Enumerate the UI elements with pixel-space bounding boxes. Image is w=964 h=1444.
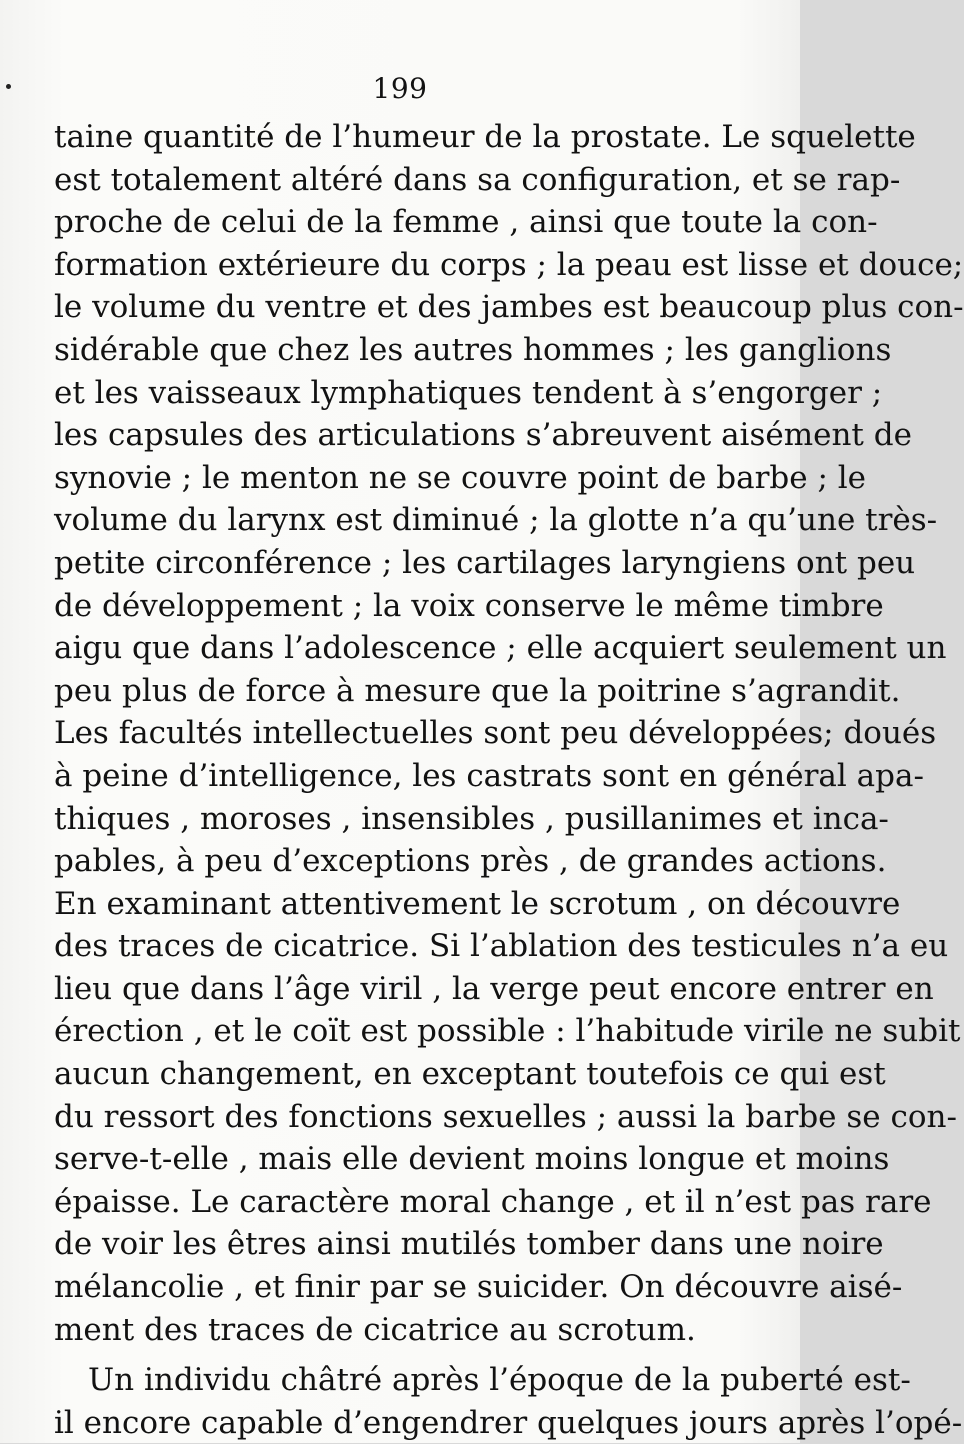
text-line: peu plus de force à mesure que la poitrine s’agrandit.	[54, 672, 901, 709]
text-line: petite circonférence ; les cartilages laryngiens ont peu	[54, 544, 916, 581]
text-line: lieu que dans l’âge viril , la verge peut encore entrer en	[54, 970, 934, 1007]
text-line: aigu que dans l’adolescence ; elle acquiert seulement un	[54, 630, 947, 667]
text-line: Un individu châtré après l’époque de la puberté est-	[88, 1362, 911, 1399]
text-line: serve-t-elle , mais elle devient moins longue et moins	[54, 1141, 890, 1178]
text-line: synovie ; le menton ne se couvre point de barbe ; le	[54, 459, 867, 496]
text-line: et les vaisseaux lymphatiques tendent à s’engorger ;	[54, 374, 883, 411]
text-line: En examinant attentivement le scrotum , on découvre	[54, 885, 901, 922]
text-line: mélancolie , et finir par se suicider. On découvre aisé-	[54, 1269, 903, 1306]
text-line: il encore capable d’engendrer quelques jours après l’opé-	[54, 1404, 963, 1441]
text-line: aucun changement, en exceptant toutefois ce qui est	[54, 1056, 886, 1093]
text-line: sidérable que chez les autres hommes ; les ganglions	[54, 331, 892, 368]
text-line: taine quantité de l’humeur de la prostate. Le squelette	[54, 119, 916, 155]
text-line: est totalement altéré dans sa configuration, et se rap-	[54, 161, 901, 198]
paragraph-gap	[54, 1351, 750, 1359]
text-line: pables, à peu d’exceptions près , de grandes actions.	[54, 843, 887, 880]
text-line: épaisse. Le caractère moral change , et il n’est pas rare	[54, 1183, 932, 1220]
text-line: le volume du ventre et des jambes est beaucoup plus con-	[54, 289, 964, 326]
text-line: les capsules des articulations s’abreuvent aisément de	[54, 417, 912, 454]
text-line: érection , et le coït est possible : l’habitude virile ne subit	[54, 1013, 961, 1050]
text-line: de développement ; la voix conserve le même timbre	[54, 587, 884, 624]
text-line: des traces de cicatrice. Si l’ablation des testicules n’a eu	[54, 928, 949, 965]
text-line: formation extérieure du corps ; la peau est lisse et douce;	[54, 246, 964, 283]
text-line: à peine d’intelligence, les castrats sont en général apa-	[54, 757, 924, 794]
text-line: volume du larynx est diminué ; la glotte n’a qu’une très-	[54, 502, 938, 539]
page-number: 199	[372, 72, 428, 105]
text-line: proche de celui de la femme , ainsi que toute la con-	[54, 204, 878, 241]
text-line: thiques , moroses , insensibles , pusillanimes et inca-	[54, 800, 889, 837]
text-line: Les facultés intellectuelles sont peu développées; doués	[54, 715, 937, 752]
text-line: ment des traces de cicatrice au scrotum.	[54, 1311, 696, 1348]
text-line: de voir les êtres ainsi mutilés tomber dans une noire	[54, 1226, 884, 1263]
text-line: du ressort des fonctions sexuelles ; aussi la barbe se con-	[54, 1098, 957, 1135]
body-text	[54, 116, 964, 1444]
